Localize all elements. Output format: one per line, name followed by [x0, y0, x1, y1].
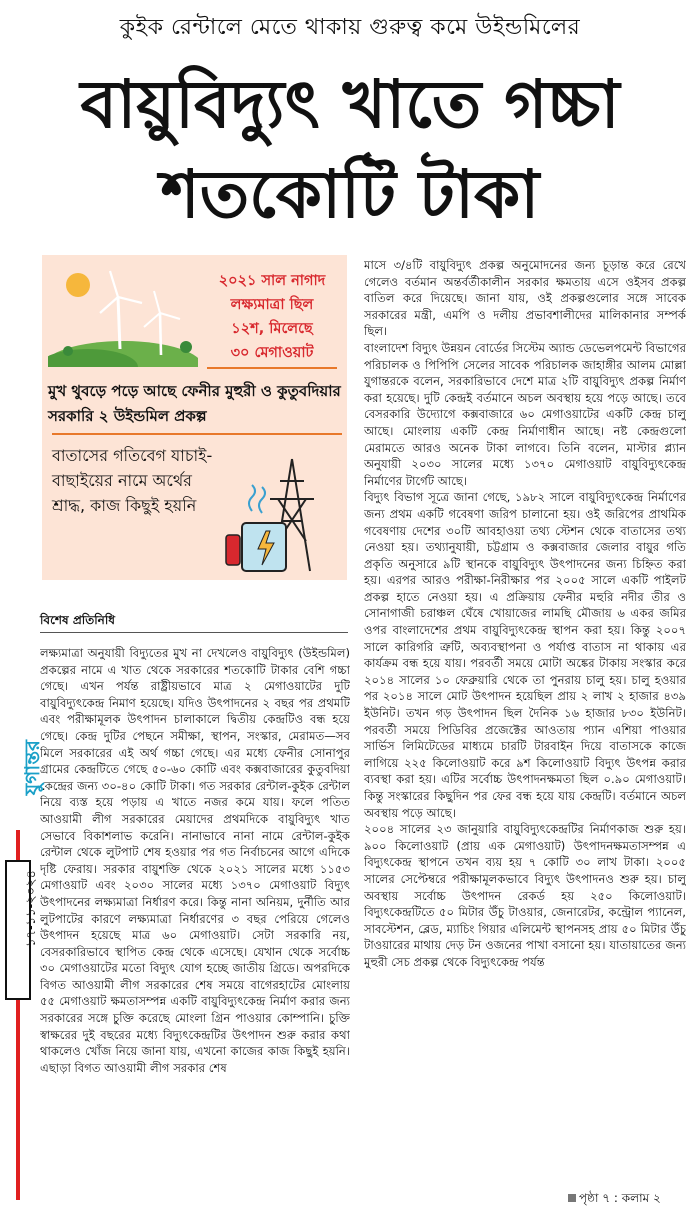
target-callout-line: ৩০ মেগাওয়াট — [230, 345, 314, 361]
kicker: কুইক রেন্টালে মেতে থাকায় গুরুত্ব কমে উইন্ডমিলের — [119, 15, 581, 40]
wind-flow-icon — [259, 487, 265, 513]
wind-turbines-illustration — [48, 263, 198, 367]
target-callout-line: ১২শ, মিলেছে — [231, 321, 313, 337]
publication-date: ১৭-১১-২০২৪ — [24, 870, 39, 947]
newspaper-margin — [4, 740, 44, 1200]
headline-line-1: বায়ুবিদ্যুৎ খাতে গচ্চা — [80, 66, 620, 143]
article-column-left — [40, 645, 350, 1195]
target-callout — [197, 269, 347, 365]
divider — [207, 367, 337, 369]
battery-icon — [226, 535, 240, 565]
infographic-note: বাতাসের গতিবেগ যাচাই-বাছাইয়ের নামে অর্থের শ্রাদ্ধ, কাজ কিছুই হয়নি — [52, 446, 213, 515]
infographic-panel — [42, 255, 347, 580]
target-callout-line: ২০২১ সাল নাগাদ — [218, 273, 326, 289]
article-paragraph: লক্ষ্যমাত্রা অনুযায়ী বিদ্যুতের মুখ না দেখলেও বায়ুবিদ্যুৎ (উইন্ডমিল) প্রকল্পের নামে এ খাত থেকে সরকারের শতকোটি টাকার বেশি গচ্চা গেছে। এখন পর্যন্ত রাষ্ট্রীয়ভাবে মাত্র ২ মেগাওয়াটের দুটি বায়ুবিদ্যুৎকেন্দ্র নিমাণ হয়েছে। যদিও উৎপাদনের ২ বছর পর প্রথমটি এবং পরীক্ষামূলক উৎপাদন চালাকালে দ্বিতীয় কেন্দ্রটিও বন্ধ হয়ে গেছে। কেন্দ্র দুটির পেছনে সমীক্ষা, স্থাপন, সংস্কার, মেরামত—সব মিলে সরকারের এই অর্থ গচ্চা গেছে। এর মধ্যে ফেনীর সোনাপুর গ্রামের কেন্দ্রটিতে গেছে ৫০-৬০ কোটি এবং কক্সবাজারের কুতুবদিয়া কেন্দ্রের জন্য ৩০-৪০ কোটি টাকা। গত সরকার রেন্টাল-কুইক রেন্টাল নিয়ে ব্যস্ত হয়ে পড়ায় এ খাতে নজর কমে যায়। ফলে পতিত আওয়ামী লীগ সরকারের মেয়াদের প্রথমদিকে বায়ুবিদ্যুৎ খাত সেভাবে বিকাশলাভ করেনি। নানাভাবে নানা নামে রেন্টাল-কুইক রেন্টাল থেকে লুটপাট শেষ হওয়ার পর গত নির্বাচনের আগে এদিকে দৃষ্টি ফেরায়। সরকার বায়ুশক্তি থেকে ২০২১ সালের মধ্যে ১১৫৩ মেগাওয়াট এবং ২০৩০ সালের মধ্যে ১৩৭০ মেগাওয়াট বিদ্যুৎ উৎপাদনের লক্ষ্যমাত্রা নির্ধারণ করে। কিন্তু নানা অনিয়ম, দুর্নীতি আর লুটপাটের কারণে লক্ষ্যমাত্রা নির্ধারণের ৩ বছর পেরিয়ে গেলেও উৎপাদন হয়েছে মাত্র ৬০ মেগাওয়াট। সেটা সরকারি নয়, বেসরকারিভাবে স্থাপিত কেন্দ্র থেকে এসেছে। যেখান থেকে সর্বোচ্চ ৩০ মেগাওয়াটের মতো বিদ্যুৎ যোগ হচ্ছে জাতীয় গ্রিডে। অপরদিকে বিগত আওয়ামী লীগ সরকারের শেষ সময়ে বাগেরহাটের মোংলায় ৫৫ মেগাওয়াট ক্ষমতাসম্পন্ন একটি বায়ুবিদ্যুৎকেন্দ্র নির্মাণ করার জন্য সরকারের সঙ্গে চুক্তি করেছে মোংলা গ্রিন পাওয়ার কোম্পানি। চুক্তি স্বাক্ষরের দুই বছরের মধ্যে বিদ্যুৎকেন্দ্রটির উৎপাদন শুরু করার কথা থাকলেও খোঁজ নিয়ে জানা যায়, এখনো কাজের কাজ কিছুই হয়নি। এছাড়া বিগত আওয়ামী লীগ সরকার শেষ — [40, 646, 350, 1075]
article-paragraph: বিদ্যুৎ বিভাগ সূত্রে জানা গেছে, ১৯৮২ সালে বায়ুবিদ্যুৎকেন্দ্র নির্মাণের জন্য প্রথম একটি গবেষণা জরিপ চালানো হয়। ওই জরিপের প্রাথমিক গবেষণায় দেশের ৩০টি আবহাওয়া তথ্য স্টেশন থেকে বাতাসের তথ্য নেওয়া হয়। তথ্যানুযায়ী, চট্টগ্রাম ও কক্সবাজার জেলার বায়ুর গতি প্রকৃতি অনুসারে ৯টি স্থানকে বায়ুবিদ্যুৎ উৎপাদনের জন্য চিহ্নিত করা হয়। এরপর আরও পরীক্ষা-নিরীক্ষার পর ২০০৫ সালে একটি পাইলট প্রকল্প হাতে নেওয়া হয়। এ প্রক্রিয়ায় ফেনীর মহুরি নদীর তীর ও সোনাগাজী চরাঞ্চল ঘেঁষে খোয়াজের লামছি মৌজায় ৬ একর জমির ওপর বাংলাদেশের প্রথম বায়ুবিদ্যুৎকেন্দ্র স্থাপন করা হয়। কিন্তু ২০০৭ সালে কারিগরি ত্রুটি, অব্যবস্থাপনা ও পর্যাপ্ত বাতাস না থাকায় এর কার্যক্রম বন্ধ হয়ে যায়। পরবর্তী সময়ে মোটা অঙ্কের টাকায় সংস্কার করে ২০১৪ সালের ১০ ফেব্রুয়ারি থেকে তা পুনরায় চালু হয়। চালু হওয়ার পর ২০১৪ সালে মোট উৎপাদন হয়েছিল প্রায় ২ লাখ ২ হাজার ৪৩৯ ইউনিট। তখন গড় উৎপাদন ছিল দৈনিক ১৬ হাজার ৮৩০ ইউনিট। পরবর্তী সময়ে পিডিবির প্রজেক্টের আওতায় প্যান এশিয়া পাওয়ার সার্ভিস লিমিটেডের মাধ্যমে চারটি টারবাইন দিয়ে বাতাসকে কাজে লাগিয়ে ২২৫ কিলোওয়াট করে ৯শ কিলোওয়াট বিদ্যুৎ উৎপন্ন করার ব্যবস্থা করা হয়। এটির সর্বোচ্চ উৎপাদনক্ষমতা ছিল ০.৯০ মেগাওয়াট। কিন্তু সংস্কারের কিছুদিন পর ফের বন্ধ হয়ে যায় কেন্দ্রটি। বর্তমানে অচল অবস্থায় পড়ে আছে। — [364, 490, 686, 820]
page-reference — [568, 1190, 661, 1210]
target-callout-line: লক্ষ্যমাত্রা ছিল — [230, 297, 314, 313]
page-reference-text: পৃষ্ঠা ৭ : কলাম ২ — [579, 1191, 661, 1205]
divider — [52, 433, 342, 435]
power-plant-illustration — [222, 451, 342, 576]
article-paragraph: বাংলাদেশ বিদ্যুৎ উন্নয়ন বোর্ডের সিস্টেম অ্যান্ড ডেভেলপমেন্ট বিভাগের পরিচালক ও পিপিপি সেলের সাবেক পরিচালক জাহাঙ্গীর আলম মোল্লা যুগান্তরকে বলেন, সরকারিভাবে দেশে মাত্র ২টি বায়ুবিদ্যুৎ প্রকল্প নির্মাণ করা হয়েছে। দুটি কেন্দ্রই বর্তমানে অচল অবস্থায় হয়ে পড়ে আছে। তবে বেসরকারি উদ্যোগে কক্সবাজারে ৬০ মেগাওয়াটের একটি কেন্দ্র চালু আছে। মোংলায় একটি কেন্দ্র নির্মাণাধীন আছে। নষ্ট কেন্দ্রগুলো মেরামতে আরও অনেক টাকা লাগবে। তিনি বলেন, মাস্টার প্ল্যান অনুযায়ী ২০৩০ সালের মধ্যে ১৩৭০ মেগাওয়াট বায়ুবিদ্যুৎকেন্দ্র নির্মাণের টার্গেট আছে। — [364, 340, 686, 488]
sun-icon — [66, 273, 90, 297]
article-column-right — [364, 257, 686, 1185]
wind-turbine-icon — [100, 271, 142, 349]
square-bullet-icon — [568, 1194, 576, 1202]
article-paragraph: ২০০৪ সালের ২৩ জানুয়ারি বায়ুবিদ্যুৎকেন্দ্রটির নির্মাণকাজ শুরু হয়। ৯০০ কিলোওয়াট (প্রায় এক মেগাওয়াট) উৎপাদনক্ষমতাসম্পন্ন এ বিদ্যুৎকেন্দ্র স্থাপনে তখন ব্যয় হয় ৭ কোটি ৩০ লাখ টাকা। ২০০৫ সালের সেপ্টেম্বরে পরীক্ষামূলকভাবে বিদ্যুৎ উৎপাদনও শুরু হয়। চালু অবস্থায় সর্বোচ্চ উৎপাদন রেকর্ড হয় ২৫০ কিলোওয়াট। বিদ্যুৎকেন্দ্রটিতে ৫০ মিটার উঁচু টাওয়ার, জেনারেটর, কন্ট্রোল প্যানেল, সাবস্টেশন, ব্লেড, ম্যাচিং গিয়ার এলিমেন্ট স্থাপনসহ প্রায় ৫০ মিটার উঁচু টাওয়ারের মাথায় দেড় টন ওজনের পাখা বসানো হয়। যাতায়াতের জন্য মুহুরী সেচ প্রকল্প থেকে বিদ্যুৎকেন্দ্র পর্যন্ত — [364, 822, 686, 969]
headline — [20, 62, 680, 233]
wind-flow-icon — [249, 485, 255, 511]
byline: বিশেষ প্রতিনিধি — [40, 613, 115, 627]
divider — [40, 632, 348, 633]
infographic-subhead: মুখ থুবড়ে পড়ে আছে ফেনীর মুহুরী ও কুতুবদিয়ার সরকারি ২ উইন্ডমিল প্রকল্প — [48, 382, 341, 425]
headline-line-2: শতকোটি টাকা — [160, 156, 540, 233]
newspaper-logo: যুগান্তর — [20, 740, 44, 796]
article-paragraph: মাসে ৩/৪টি বায়ুবিদ্যুৎ প্রকল্প অনুমোদনের জন্য চূড়ান্ত করে রেখে গেলেও বর্তমান অন্তর্বর্তীকালীন সরকার ক্ষমতায় এসে ওইসব প্রকল্প বাতিল করে দিয়েছে। জানা যায়, ওই প্রকল্পগুলোর সঙ্গে সাবেক সরকারের মন্ত্রী, এমপি ও দলীয় প্রভাবশালীদের মালিকানার সম্পর্ক ছিল। — [364, 258, 686, 339]
